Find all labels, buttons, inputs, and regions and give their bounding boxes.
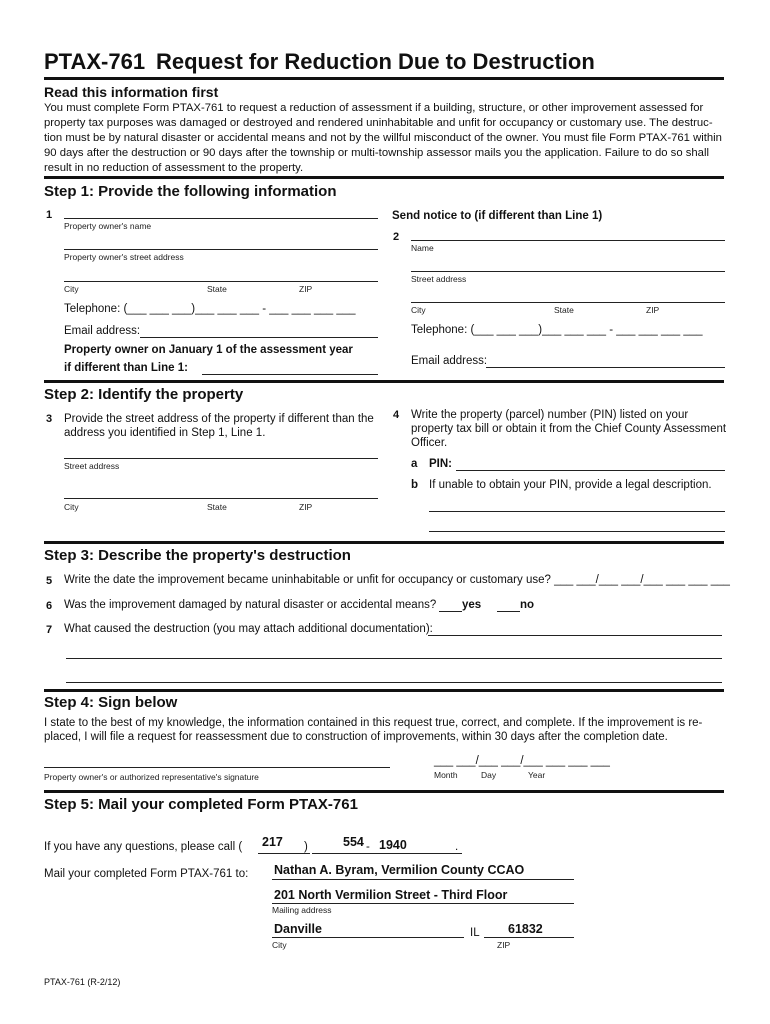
notice-city-label: City [411, 305, 426, 315]
property-city-label: City [64, 502, 79, 512]
mailing-state: IL [470, 927, 480, 939]
phone-line-number: 1940 [379, 838, 407, 852]
step4-heading: Step 4: Sign below [44, 694, 178, 711]
step2-heading: Step 2: Identify the property [44, 386, 244, 403]
owner-jan1-label: Property owner on January 1 of the assessment year [64, 344, 353, 356]
legal-letter: b [411, 479, 419, 491]
send-notice-heading: Send notice to (if different than Line 1) [392, 210, 603, 222]
line6-text: Was the improvement damaged by natural disaster or accidental means? [64, 599, 437, 611]
line4-number: 4 [393, 409, 400, 421]
intro-line: property tax purposes was damaged or destroyed and rendered uninhabitable and unfit for occupancy or customary use. The destruc- [44, 117, 713, 129]
section-rule [44, 176, 724, 179]
form-revision: PTAX-761 (R-2/12) [44, 977, 121, 987]
owner-email-field[interactable] [140, 337, 378, 338]
yes-checkbox[interactable] [439, 611, 462, 612]
day-label: Day [481, 770, 497, 780]
notice-name-field[interactable] [411, 240, 725, 241]
owner-name-label: Property owner's name [64, 221, 152, 231]
phone-line [312, 853, 462, 854]
section-rule [44, 541, 724, 544]
mail-label: Mail your completed Form PTAX-761 to: [44, 868, 249, 880]
title-rule [44, 77, 724, 80]
mailing-street: 201 North Vermilion Street - Third Floor [274, 888, 508, 902]
pin-label: PIN: [429, 458, 452, 470]
property-state-label: State [207, 502, 227, 512]
mailing-street-line [272, 903, 574, 904]
phone-prefix: 554 [343, 835, 364, 849]
questions-text: If you have any questions, please call ( [44, 841, 243, 853]
notice-city-field[interactable] [411, 302, 725, 303]
form-code: PTAX-761 [44, 49, 146, 74]
line4-text: Write the property (parcel) number (PIN) listed on your [411, 409, 689, 421]
mailing-address-label: Mailing address [272, 905, 332, 915]
signature-date-field[interactable]: ___ ___/___ ___/___ ___ ___ ___ [434, 755, 610, 767]
notice-email-label: Email address: [411, 355, 488, 367]
line7-number: 7 [46, 624, 53, 636]
mailing-zip-label: ZIP [497, 940, 511, 950]
section-rule [44, 790, 724, 793]
intro-heading: Read this information first [44, 84, 219, 100]
line4-text-2: property tax bill or obtain it from the Chief County Assessment [411, 423, 727, 435]
step1-heading: Step 1: Provide the following information [44, 183, 337, 200]
cause-field-3[interactable] [66, 682, 722, 683]
month-label: Month [434, 770, 458, 780]
page-title: Request for Reduction Due to Destruction [156, 49, 595, 74]
notice-name-label: Name [411, 243, 434, 253]
cause-field-1[interactable] [428, 635, 722, 636]
destruction-date-field[interactable]: Write the date the improvement became uninhabitable or unfit for occupancy or customary use? ___ ___/___ ___/___ ___ ___ ___ [64, 574, 730, 586]
signature-label: Property owner's or authorized representative's signature [44, 772, 259, 782]
intro-line: tion must be by natural disaster or accidental means and not by the willful misconduct of the owner. You must file Form PTAX-761 within [44, 132, 722, 144]
no-label: no [520, 599, 535, 611]
zip-label: ZIP [299, 284, 313, 294]
recipient-line [272, 879, 574, 880]
section-rule [44, 689, 724, 692]
intro-text [44, 101, 724, 176]
recipient: Nathan A. Byram, Vermilion County CCAO [274, 863, 525, 877]
notice-telephone-field[interactable]: Telephone: (___ ___ ___)___ ___ ___ - ___ ___ ___ ___ [411, 324, 703, 336]
area-code: 217 [262, 835, 283, 849]
year-label: Year [528, 770, 546, 780]
owner-name-field[interactable] [64, 218, 378, 219]
paren-close: ) [304, 841, 308, 853]
mailing-city-line [272, 937, 464, 938]
notice-zip-label: ZIP [646, 305, 660, 315]
line3-number: 3 [46, 413, 53, 425]
legal-text: If unable to obtain your PIN, provide a legal description. [429, 479, 712, 491]
notice-street-field[interactable] [411, 271, 725, 272]
mailing-zip: 61832 [508, 922, 543, 936]
owner-telephone-field[interactable]: Telephone: (___ ___ ___)___ ___ ___ - ___ ___ ___ ___ [64, 303, 356, 315]
owner-street-field[interactable] [64, 249, 378, 250]
notice-state-label: State [554, 305, 574, 315]
intro-line: result in no reduction of assessment to the property. [44, 162, 304, 174]
legal-field-2[interactable] [429, 531, 725, 532]
period: . [455, 841, 459, 853]
mailing-zip-line [484, 937, 574, 938]
section-rule [44, 380, 724, 383]
yes-label: yes [462, 599, 482, 611]
area-code-line [258, 853, 310, 854]
phone-dash: - [366, 841, 370, 853]
step3-heading: Step 3: Describe the property's destruction [44, 547, 351, 564]
step5-heading: Step 5: Mail your completed Form PTAX-761 [44, 796, 358, 813]
line3-text: Provide the street address of the property if different than the [64, 413, 374, 425]
statement-2: placed, I will file a request for reassessment due to construction of improvements, within 30 days after the completion date. [44, 731, 668, 743]
line5-number: 5 [46, 575, 53, 587]
property-street-field[interactable] [64, 458, 378, 459]
owner-city-field[interactable] [64, 281, 378, 282]
cause-field-2[interactable] [66, 658, 722, 659]
line3-text-2: address you identified in Step 1, Line 1. [64, 427, 266, 439]
line6-number: 6 [46, 600, 53, 612]
state-label: State [207, 284, 227, 294]
notice-email-field[interactable] [486, 367, 725, 368]
owner-jan1-field[interactable] [202, 374, 378, 375]
signature-field[interactable] [44, 767, 390, 768]
line1-number: 1 [46, 209, 53, 221]
statement: I state to the best of my knowledge, the information contained in this request true, correct, and complete. If the improvement is re- [44, 717, 703, 729]
property-city-field[interactable] [64, 498, 378, 499]
no-checkbox[interactable] [497, 611, 520, 612]
intro-line: You must complete Form PTAX-761 to request a reduction of assessment if a building, structure, or other improvement assessed for [44, 102, 704, 114]
property-zip-label: ZIP [299, 502, 313, 512]
mailing-city: Danville [274, 922, 322, 936]
city-label: City [64, 284, 79, 294]
owner-street-label: Property owner's street address [64, 252, 184, 262]
property-street-label: Street address [64, 461, 120, 471]
line4-text-3: Officer. [411, 437, 448, 449]
owner-jan1-label-2: if different than Line 1: [64, 362, 188, 374]
pin-field[interactable] [456, 470, 725, 471]
line2-number: 2 [393, 231, 400, 243]
intro-line: 90 days after the destruction or 90 days after the township or multi-township assessor mails you the application. Failure to do so shall [44, 147, 709, 159]
legal-field-1[interactable] [429, 511, 725, 512]
owner-email-label: Email address: [64, 325, 141, 337]
notice-street-label: Street address [411, 274, 467, 284]
pin-letter: a [411, 458, 418, 470]
mailing-city-label: City [272, 940, 287, 950]
line7-text: What caused the destruction (you may attach additional documentation): [64, 623, 433, 635]
